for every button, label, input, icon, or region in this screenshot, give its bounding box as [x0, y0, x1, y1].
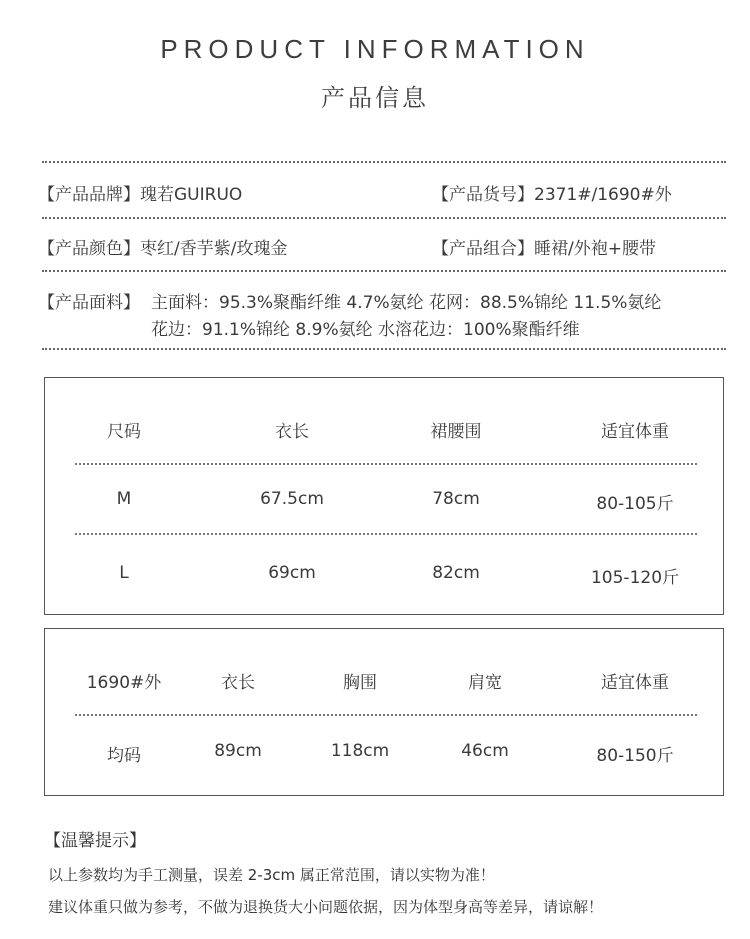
table1-header: 衣长	[275, 422, 309, 442]
table2-cell: 118cm	[330, 741, 390, 761]
table2-cell: 均码	[107, 746, 141, 766]
title-chinese: 产品信息	[321, 84, 429, 112]
table1-cell: 78cm	[432, 489, 480, 509]
sku-label: 【产品货号】	[432, 185, 534, 205]
combo-label: 【产品组合】	[432, 239, 534, 259]
brand-value: 瑰若GUIRUO	[140, 185, 243, 205]
divider	[42, 348, 726, 350]
table2-divider	[75, 714, 697, 716]
table1-cell: L	[119, 563, 129, 583]
size-table-2	[44, 628, 724, 796]
table1-header: 尺码	[107, 422, 141, 442]
table1-header: 适宜体重	[601, 422, 669, 442]
table1-divider	[75, 463, 697, 465]
divider	[42, 270, 726, 272]
tip-line-2: 建议体重只做为参考，不做为退换货大小问题依据，因为体型身高等差异，请谅解！	[48, 898, 604, 916]
divider	[42, 217, 726, 219]
fabric-label: 【产品面料】	[38, 293, 140, 313]
fabric-line-2: 花边：91.1%锦纶 8.9%氨纶 水溶花边：100%聚酯纤维	[151, 320, 580, 340]
table1-cell: M	[116, 489, 132, 509]
tip-line-1: 以上参数均为手工测量，误差 2-3cm 属正常范围，请以实物为准！	[48, 866, 495, 884]
color-label: 【产品颜色】	[38, 239, 140, 259]
table2-header: 1690#外	[86, 673, 162, 693]
combo-value: 睡裙/外袍+腰带	[534, 239, 656, 259]
table2-cell: 80-150斤	[596, 746, 674, 766]
title-english: PRODUCT INFORMATION	[160, 34, 590, 64]
table1-cell: 69cm	[268, 563, 316, 583]
color-value: 枣红/香芋紫/玫瑰金	[140, 239, 288, 259]
brand-label: 【产品品牌】	[38, 185, 140, 205]
brand-row	[38, 180, 242, 205]
tips-title: 【温馨提示】	[44, 831, 146, 851]
table1-header: 裙腰围	[430, 422, 482, 442]
table2-header: 胸围	[343, 673, 377, 693]
table1-cell: 67.5cm	[260, 489, 324, 509]
combo-row	[432, 234, 656, 259]
divider	[42, 161, 726, 163]
table2-cell: 89cm	[214, 741, 262, 761]
table1-cell: 105-120斤	[590, 568, 680, 588]
table2-header: 肩宽	[468, 673, 502, 693]
table1-divider	[75, 533, 697, 535]
table1-cell: 80-105斤	[596, 494, 674, 514]
sku-value: 2371#/1690#外	[534, 185, 672, 205]
sku-row	[432, 180, 672, 205]
table2-header: 适宜体重	[601, 673, 669, 693]
size-table-1	[44, 377, 724, 615]
fabric-line-1: 主面料：95.3%聚酯纤维 4.7%氨纶 花网：88.5%锦纶 11.5%氨纶	[151, 293, 662, 313]
table2-cell: 46cm	[461, 741, 509, 761]
table1-cell: 82cm	[432, 563, 480, 583]
table2-header: 衣长	[221, 673, 255, 693]
color-row	[38, 234, 287, 259]
